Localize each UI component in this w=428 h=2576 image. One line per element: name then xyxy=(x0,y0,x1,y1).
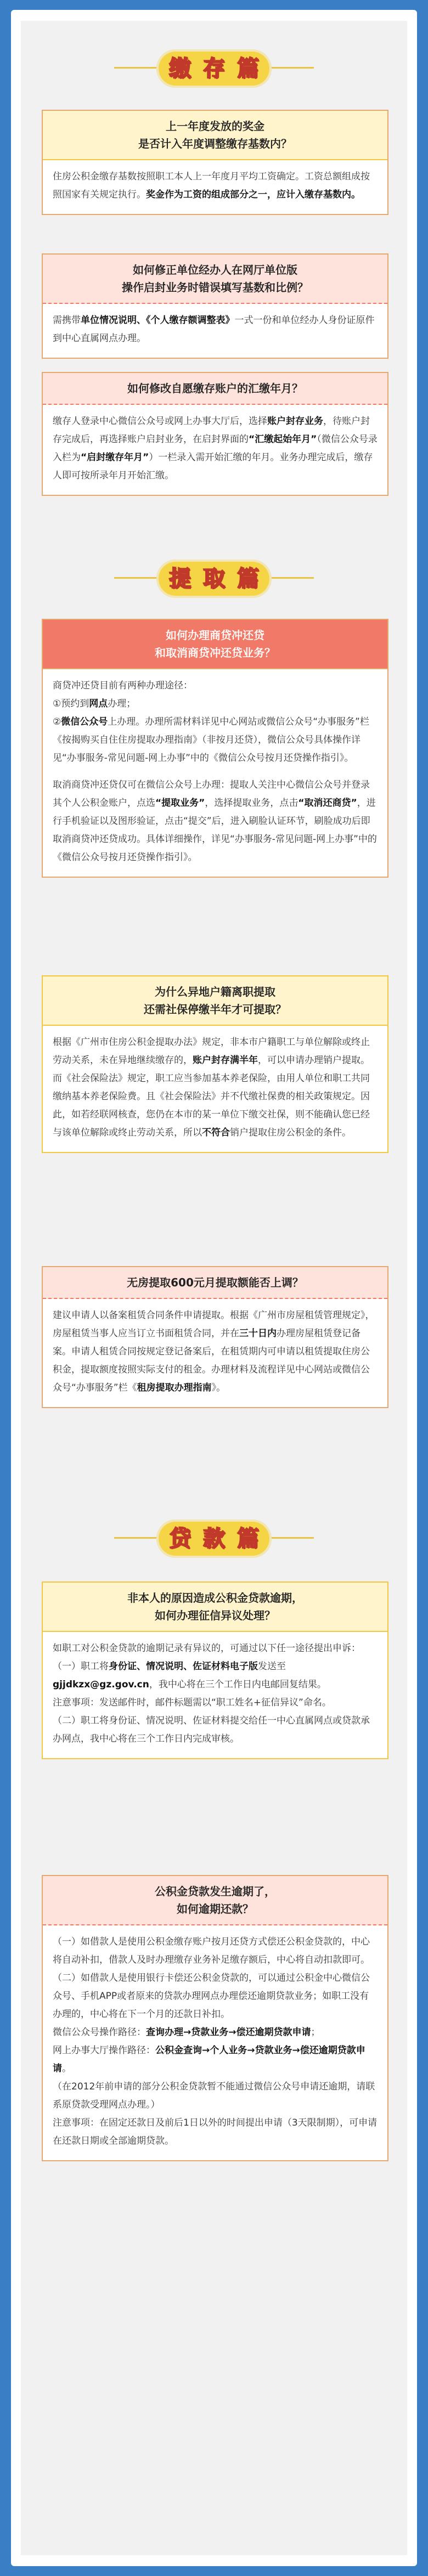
faq-title: 非本人的原因造成公积金贷款逾期， 如何办理征信异议处理？ xyxy=(43,1583,387,1632)
content-panel xyxy=(21,21,407,2555)
faq-answer: 缴存人登录中心微信公众号或网上办事大厅后，选择账户封存业务，待账户封存完成后，再选择账户启封业务，在启封界面的“汇缴起始年月”（微信公众号录入栏为“启封缴存年月”）一栏录入需开始汇缴的年月。业务办理完成后，缴存人即可按所录年月开始汇缴。 xyxy=(53,416,378,481)
faq-card-correct-base xyxy=(42,253,388,359)
faq-card-commercial-loan xyxy=(42,619,388,878)
faq-answer: 住房公积金缴存基数按照职工本人上一年度月平均工资确定。工资总额组成按照国家有关规定执行。奖金作为工资的组成部分之一，应计入缴存基数内。 xyxy=(53,171,370,200)
faq-answer: 需携带单位情况说明、《个人缴存额调整表》一式一份和单位经办人身份证原件到中心直属网点办理。 xyxy=(53,315,375,344)
section-char: 贷 xyxy=(169,1526,191,1551)
faq-answer: 如职工对公积金贷款的逾期记录有异议的，可通过以下任一途径提出申诉： （一）职工将身份证、情况说明、佐证材料电子版发送至gjjdkzx@gz.gov.cn，我中心将在三个工作日内电邮回复结果。 注意事项：发送邮件时，邮件标题需以“职工姓名+征信异议”命名。 （二）职工将身份证、情况说明、佐证材料提交给任一中心直属网点或贷款承办网点，我中心将在三个工作日内完成审核。 xyxy=(53,1643,370,1744)
section-header-tiqu xyxy=(21,547,407,591)
faq-card-credit-dispute xyxy=(42,1581,388,1759)
section-badge xyxy=(156,1519,272,1558)
section-char: 篇 xyxy=(237,56,259,81)
faq-title: 无房提取600元月提取额能否上调？ xyxy=(43,1267,387,1299)
faq-card-bonus xyxy=(42,110,388,215)
section-char: 篇 xyxy=(237,1526,259,1551)
faq-card-no-house-600 xyxy=(42,1266,388,1408)
faq-title: 上一年度发放的奖金 是否计入年度调整缴存基数内？ xyxy=(43,111,387,160)
section-header-daikuan xyxy=(21,1507,407,1551)
faq-answer: 建议申请人以备案租赁合同条件申请提取。根据《广州市房屋租赁管理规定》，房屋租赁当事人应当订立书面租赁合同，并在三十日内办理房屋租赁登记备案。申请人租赁合同按规定登记备案后，在租赁期内可申请以租赁提取住房公积金，提取额度按照实际支付的租金。办理材料及流程详见中心网站或微信公众号“办事服务”栏《租房提取办理指南》。 xyxy=(53,1310,375,1393)
faq-title: 为什么异地户籍离职提取 还需社保停缴半年才可提取？ xyxy=(43,976,387,1026)
section-char: 篇 xyxy=(237,566,259,591)
faq-answer: （一）如借款人是使用公积金缴存账户按月还贷方式偿还公积金贷款的，中心将自动补扣，借款人及时办理缴存业务补足缴存额后，中心将自动扣款即可。 （二）如借款人是使用银行卡偿还公积金贷款的，可以通过公积金中心微信公众号、手机APP或者原来的贷款办理网点办理偿还逾期贷款业务；如职工没有办理的，中心将在下一个月的还款日补扣。 微信公众号操作路径：查询办理→贷款业务→偿还逾期贷款申请； 网上办事大厅操作路径：公积金查询→个人业务→贷款业务→偿还逾期贷款申请。 （在2012年前申请的部分公积金贷款暂不能通过微信公众号申请还逾期，请联系原贷款受理网点办理。） 注意事项：在固定还款日及前后1日以外的时间提出申请（3天限制期），可申请在还款日期或全部逾期贷款。 xyxy=(53,1936,378,2146)
section-char: 取 xyxy=(203,566,225,591)
faq-answer: 商贷冲还贷目前有两种办理途径： ①预约到网点办理； ②微信公众号上办理。办理所需材料详见中心网站或微信公众号“办事服务”栏《按揭购买自住住房提取办理指南》（非按月还贷），微信公众号具体操作详见“办事服务-常见问题-网上办事”中的《微信公众号按月还贷操作指引》。 取消商贷冲还贷仅可在微信公众号上办理：提取人关注中心微信公众号并登录其个人公积金账户，点选“提取业务”，选择提取业务，点击“取消还商贷”，进行手机验证以及图形验证，点击“提交”后，进入刷脸认证环节，刷脸成功后即取消商贷冲还贷成功。具体详细操作，详见“办事服务-常见问题-网上办事”中的《微信公众号按月还贷操作指引》。 xyxy=(53,680,377,863)
section-char: 款 xyxy=(203,1526,225,1551)
faq-card-offsite-withdraw xyxy=(42,975,388,1153)
section-char: 提 xyxy=(169,566,191,591)
section-header-jiaocun xyxy=(21,37,407,81)
section-badge xyxy=(156,560,272,598)
faq-title: 如何修正单位经办人在网厅单位版 操作启封业务时错误填写基数和比例？ xyxy=(43,255,387,304)
section-char: 缴 xyxy=(169,56,191,81)
faq-title: 如何修改自愿缴存账户的汇缴年月？ xyxy=(43,373,387,405)
faq-card-voluntary xyxy=(42,372,388,496)
faq-answer: 根据《广州市住房公积金提取办法》规定，非本市户籍职工与单位解除或终止劳动关系，未在异地继续缴存的，账户封存满半年，可以申请办理销户提取。而《社会保险法》规定，职工应当参加基本养老保险，由用人单位和职工共同缴纳基本养老保险费。且《社会保险法》并不代缴社保费的相关政策规定。因此，如若经联网核查，您仍在本市的某一单位下缴交社保，则不能确认您已经与该单位解除或终止劳动关系，所以不符合销户提取住房公积金的条件。 xyxy=(53,1037,370,1138)
section-badge xyxy=(156,49,272,88)
faq-title: 公积金贷款发生逾期了， 如何逾期还款？ xyxy=(43,1876,387,1925)
faq-title: 如何办理商贷冲还贷 和取消商贷冲还贷业务？ xyxy=(43,620,387,669)
section-char: 存 xyxy=(203,56,225,81)
faq-card-overdue-repay xyxy=(42,1875,388,2161)
